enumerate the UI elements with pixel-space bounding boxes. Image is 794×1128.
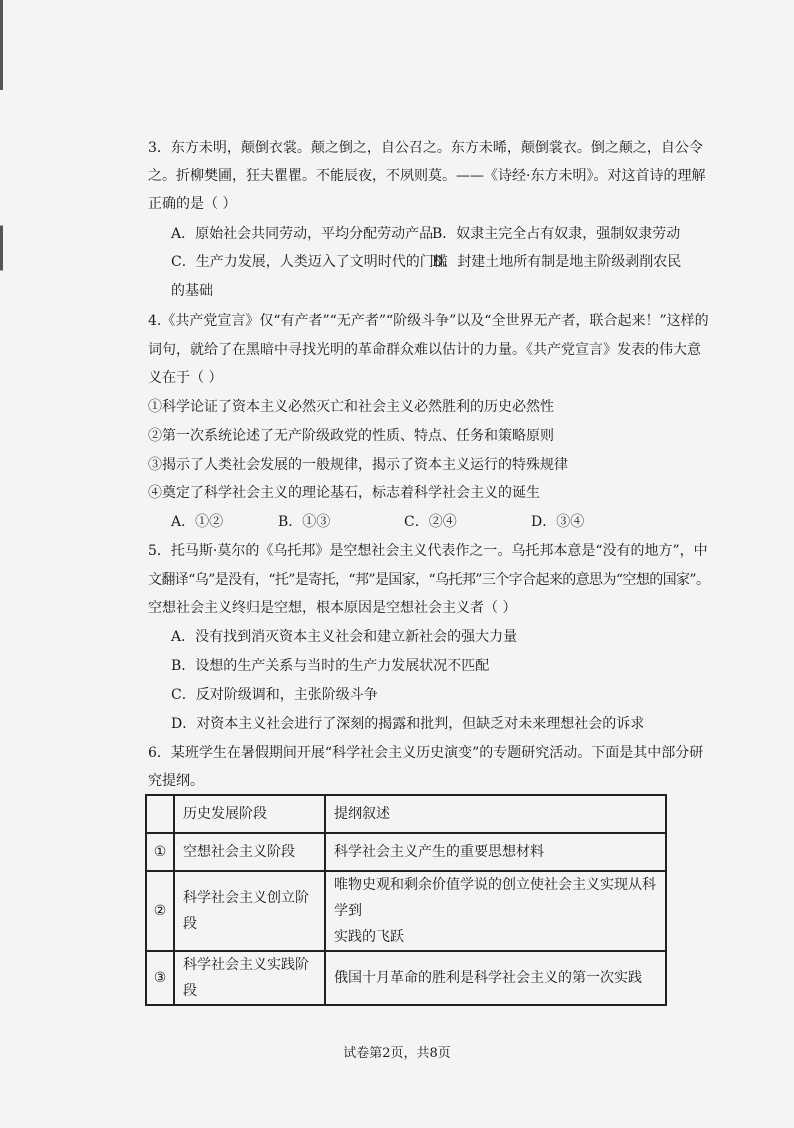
- q3-option-b: B．奴隶主完全占有奴隶，强制奴隶劳动: [432, 226, 681, 242]
- q6-stem-line-2: 究提纲。: [148, 773, 204, 789]
- table-row: [146, 833, 666, 871]
- q4-option-b: B．①③: [278, 514, 331, 530]
- q4-option-c: C．②④: [404, 514, 457, 530]
- q3-stem-line-1: 3．东方未明，颠倒衣裳。颠之倒之，自公召之。东方未晞，颠倒裳衣。倒之颠之，自公令: [148, 140, 703, 156]
- q5-option-a: A．没有找到消灭资本主义社会和建立新社会的强大力量: [171, 629, 518, 645]
- q3-option-d: D．封建土地所有制是地主阶级剥削农民: [432, 254, 682, 270]
- q4-statement-3: ③揭示了人类社会发展的一般规律，揭示了资本主义运行的特殊规律: [148, 457, 568, 473]
- q5-option-c: C．反对阶级调和，主张阶级斗争: [171, 687, 378, 703]
- q3-option-d-cont: 的基础: [171, 283, 213, 299]
- table-row-desc: [325, 951, 666, 1005]
- table-header-row: [146, 795, 666, 833]
- table-row-desc: [325, 833, 666, 871]
- table-row: [146, 871, 666, 951]
- q5-stem-line-1: 5．托马斯·莫尔的《乌托邦》是空想社会主义代表作之一。乌托邦本意是“没有的地方”，中: [148, 543, 708, 559]
- q3-option-c: C．生产力发展，人类迈入了文明时代的门槛: [171, 254, 448, 270]
- q4-option-a: A．①②: [171, 514, 224, 530]
- table-row-num: ①: [146, 833, 174, 871]
- q4-stem-line-2: 词句，就给了在黑暗中寻找光明的革命群众难以估计的力量。《共产党宣言》发表的伟大意: [148, 342, 701, 358]
- q5-stem-line-3: 空想社会主义终归是空想，根本原因是空想社会主义者（ ）: [148, 600, 517, 616]
- research-outline-table: [145, 794, 667, 1006]
- q4-stem-line-1: 4.《共产党宣言》仅“有产者”“无产者”“阶级斗争”以及“全世界无产者，联合起来！”这样的: [148, 313, 709, 329]
- q4-statement-4: ④奠定了科学社会主义的理论基石，标志着科学社会主义的诞生: [148, 485, 540, 501]
- table-header-stage: 历史发展阶段: [174, 795, 325, 833]
- table-row-desc-line-1: 唯物史观和剩余价值学说的创立使社会主义实现从科学到: [334, 877, 656, 919]
- table-header-num: [146, 795, 174, 833]
- table-row-desc: [325, 871, 666, 951]
- q4-stem-line-3: 义在于（ ）: [148, 370, 223, 386]
- table-row-stage: 科学社会主义实践阶段: [174, 951, 325, 1005]
- table-header-desc: 提纲叙述: [325, 795, 666, 833]
- table-row: [146, 951, 666, 1005]
- q3-option-a: A．原始社会共同劳动，平均分配劳动产品: [171, 226, 434, 242]
- q4-statement-1: ①科学论证了资本主义必然灭亡和社会主义必然胜利的历史必然性: [148, 399, 554, 415]
- table-row-num: ②: [146, 871, 174, 951]
- q4-statement-2: ②第一次系统论述了无产阶级政党的性质、特点、任务和策略原则: [148, 428, 554, 444]
- q5-option-b: B．设想的生产关系与当时的生产力发展状况不匹配: [171, 658, 490, 674]
- q5-stem-line-2: 文翻译“乌”是没有，“托”是寄托，“邦”是国家，“乌托邦”三个字合起来的意思为“空想的国家”。: [148, 572, 710, 588]
- table-row-stage: 科学社会主义创立阶段: [174, 871, 325, 951]
- table-row-stage: 空想社会主义阶段: [174, 833, 325, 871]
- q5-option-d: D．对资本主义社会进行了深刻的揭露和批判，但缺乏对未来理想社会的诉求: [171, 716, 645, 732]
- q6-stem-line-1: 6．某班学生在暑假期间开展“科学社会主义历史演变”的专题研究活动。下面是其中部分研: [148, 745, 704, 761]
- q3-stem-line-3: 正确的是（ ）: [148, 196, 237, 212]
- q3-stem-line-2: 之。折柳樊圃，狂夫瞿瞿。不能辰夜，不夙则莫。——《诗经·东方未明》。对这首诗的理解: [148, 168, 706, 184]
- q4-option-d: D．③④: [531, 514, 585, 530]
- table-row-desc-text: 俄国十月革命的胜利是科学社会主义的第一次实践: [334, 970, 642, 986]
- table-row-desc-line-2: 实践的飞跃: [334, 929, 404, 945]
- page-footer: 试卷第2页，共8页: [343, 1046, 451, 1061]
- table-row-desc-text: 科学社会主义产生的重要思想材料: [334, 844, 544, 860]
- table-row-num: ③: [146, 951, 174, 1005]
